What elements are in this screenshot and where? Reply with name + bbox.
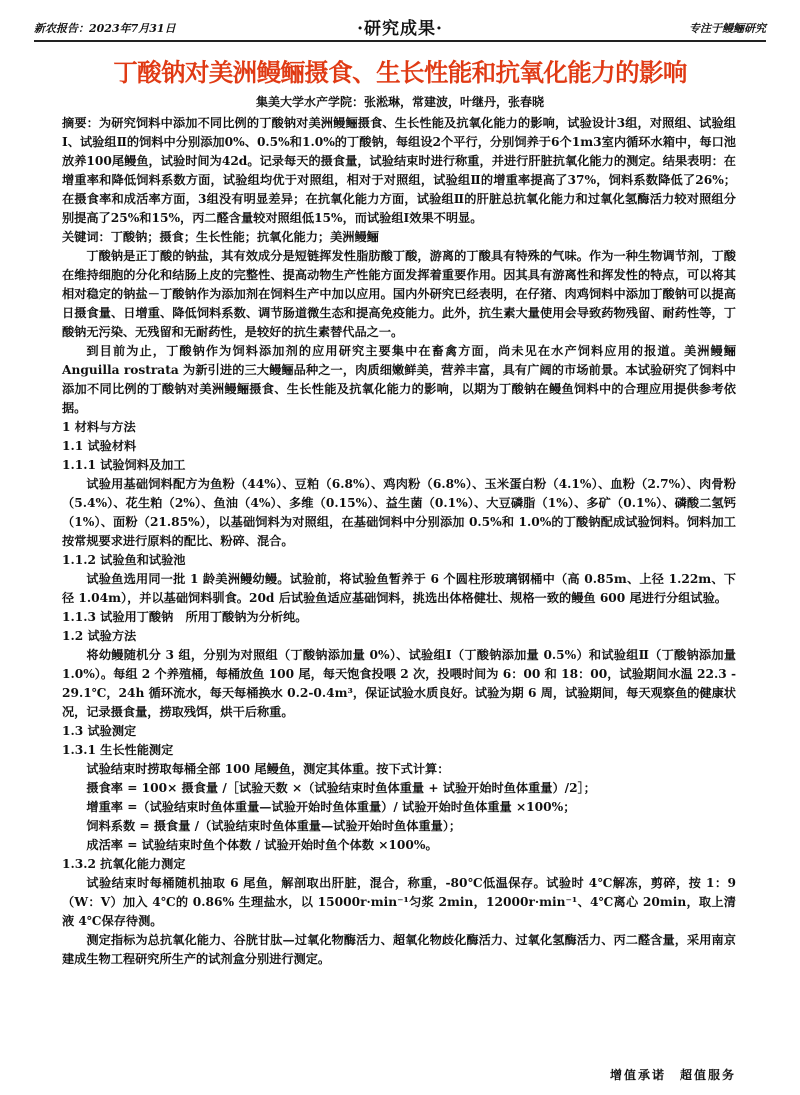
subsubsection-heading: 1.1.2 试验鱼和试验池 — [62, 553, 186, 567]
section-heading: 1 材料与方法 — [62, 420, 136, 434]
article-body — [62, 114, 736, 969]
fish-paragraph: 试验鱼选用同一批 1 龄美洲鳗幼鳗。试验前，将试验鱼暂养于 6 个圆柱形玻璃钢桶中（高 0.85m、上径 1.22m、下径 1.04m），并以基础饲料驯食。20d 后试验鱼适应基础饲料，挑选出体格健壮、规格一致的鳗鱼 600 尾进行分组试验。 — [62, 572, 736, 605]
subsection-heading: 1.1 试验材料 — [62, 439, 137, 453]
subsubsection-heading: 1.3.1 生长性能测定 — [62, 743, 174, 757]
formula-survival-rate: 成活率 = 试验结束时鱼个体数 / 试验开始时鱼个体数 ×100%。 — [86, 838, 438, 852]
page-header — [34, 14, 766, 42]
formula-feed-coefficient: 饲料系数 = 摄食量 /（试验结束时鱼体重量—试验开始时鱼体重量）； — [86, 819, 462, 833]
intro-paragraph-1: 丁酸钠是正丁酸的钠盐，其有效成分是短链挥发性脂肪酸丁酸，游离的丁酸具有特殊的气味。作为一种生物调节剂，丁酸在维持细胞的分化和结肠上皮的完整性、提高动物生产性能方面发挥着重要作用。因其具有游离性和挥发性的特点，可以将其相对稳定的钠盐－丁酸钠作为添加剂在饲料生产中加以应用。国内外研究已经表明，在仔猪、肉鸡饲料中添加丁酸钠可以提高日摄食量、日增重、降低饲料系数、调节肠道微生态和提高免疫能力。此外，抗生素大量使用会导致药物残留、耐药性等，丁酸钠无污染、无残留和无耐药性，是较好的抗生素替代品之一。 — [62, 249, 736, 339]
subsubsection-heading: 1.3.2 抗氧化能力测定 — [62, 857, 186, 871]
article-title: 丁酸钠对美洲鳗鲡摄食、生长性能和抗氧化能力的影响 — [113, 58, 687, 87]
section-label: ·研究成果· — [357, 19, 443, 39]
footer-slogan: 增值承诺 超值服务 — [609, 1068, 736, 1082]
subsubsection-heading: 1.1.1 试验饲料及加工 — [62, 458, 186, 472]
method-paragraph: 将幼鳗随机分 3 组，分别为对照组（丁酸钠添加量 0%）、试验组Ⅰ（丁酸钠添加量 0.5%）和试验组Ⅱ（丁酸钠添加量 1.0%）。每组 2 个养殖桶，每桶放鱼 100 尾，每天饱食投喂 2 次，投喂时间为 6：00 和 18：00，试验期间水温 22.3 - 29.1℃，24h 循环流水，每天每桶换水 0.2-0.4m³，保证试验水质良好。试验为期 6 周，试验期间，每天观察鱼的健康状况，记录摄食量，捞取残饵，烘干后称重。 — [62, 648, 736, 719]
subsection-heading: 1.2 试验方法 — [62, 629, 137, 643]
feed-paragraph: 试验用基础饲料配方为鱼粉（44%）、豆粕（6.8%）、鸡肉粉（6.8%）、玉米蛋白粉（4.1%）、血粉（2.7%）、肉骨粉（5.4%）、花生粕（2%）、鱼油（4%）、多维（0.15%）、益生菌（0.1%）、大豆磷脂（1%）、多矿（0.1%）、磷酸二氢钙（1%）、面粉（21.85%），以基础饲料为对照组，在基础饲料中分别添加 0.5%和 1.0%的丁酸钠配成试验饲料。饲料加工按常规要求进行原料的配比、粉碎、混合。 — [62, 477, 736, 548]
formula-weight-gain: 增重率 =（试验结束时鱼体重量—试验开始时鱼体重量）/ 试验开始时鱼体重量 ×100%； — [86, 800, 576, 814]
antioxidant-paragraph-1: 试验结束时每桶随机抽取 6 尾鱼，解剖取出肝脏，混合，称重，-80℃低温保存。试验时 4℃解冻，剪碎，按 1：9（W：V）加入 4℃的 0.86% 生理盐水，以 15000r·min⁻¹匀浆 2min，12000r·min⁻¹、4℃离心 20min，取上清液 4℃保存待测。 — [62, 876, 736, 928]
header-slogan: 专注于鳗鲡研究 — [689, 22, 766, 35]
intro-paragraph-2: 到目前为止，丁酸钠作为饲料添加剂的应用研究主要集中在畜禽方面，尚未见在水产饲料应用的报道。美洲鳗鲡 Anguilla rostrata 为新引进的三大鳗鲡品种之一，肉质细嫩鲜美，营养丰富，具有广阔的市场前景。本试验研究了饲料中添加不同比例的丁酸钠对美洲鳗鲡摄食、生长性能及抗氧化能力的影响，以期为丁酸钠在鳗鱼饲料中的合理应用提供参考依据。 — [62, 344, 736, 415]
growth-paragraph: 试验结束时捞取每桶全部 100 尾鳗鱼，测定其体重。按下式计算： — [86, 762, 450, 776]
article-authors: 集美大学水产学院：张淞琳，常建波，叶继丹，张春晓 — [255, 95, 544, 109]
subsection-heading: 1.3 试验测定 — [62, 724, 137, 738]
abstract: 摘要：为研究饲料中添加不同比例的丁酸钠对美洲鳗鲡摄食、生长性能及抗氧化能力的影响，试验设计3组，对照组、试验组Ⅰ、试验组Ⅱ的饲料中分别添加0%、0.5%和1.0%的丁酸钠，每组设2个平行，分别饲养于6个1m3室内循环水箱中，每口池放养100尾鳗鱼，试验时间为42d。记录每天的摄食量，试验结束时进行称重，并进行肝脏抗氧化能力的测定。结果表明：在增重率和降低饲料系数方面，试验组均优于对照组，相对于对照组，试验组Ⅱ的增重率提高了37%，饲料系数降低了26%；在摄食率和成活率方面，3组没有明显差异；在抗氧化能力方面，试验组Ⅱ的肝脏总抗氧化能力和过氧化氢酶活力较对照组分别提高了25%和15%，丙二醛含量较对照组低15%，而试验组Ⅰ效果不明显。 — [62, 116, 736, 225]
formula-feeding-rate: 摄食率 = 100× 摄食量 /［试验天数 ×（试验结束时鱼体重量 + 试验开始时鱼体重量）/2］； — [86, 781, 596, 795]
antioxidant-paragraph-2: 测定指标为总抗氧化能力、谷胱甘肽—过氧化物酶活力、超氧化物歧化酶活力、过氧化氢酶活力、丙二醛含量，采用南京建成生物工程研究所生产的试剂盒分别进行测定。 — [62, 933, 736, 966]
issue-date: 新农报告：2023年7月31日 — [34, 22, 176, 35]
subsubsection-heading: 1.1.3 试验用丁酸钠 所用丁酸钠为分析纯。 — [62, 610, 308, 624]
keywords: 关键词：丁酸钠；摄食；生长性能；抗氧化能力；美洲鳗鲡 — [62, 230, 379, 244]
